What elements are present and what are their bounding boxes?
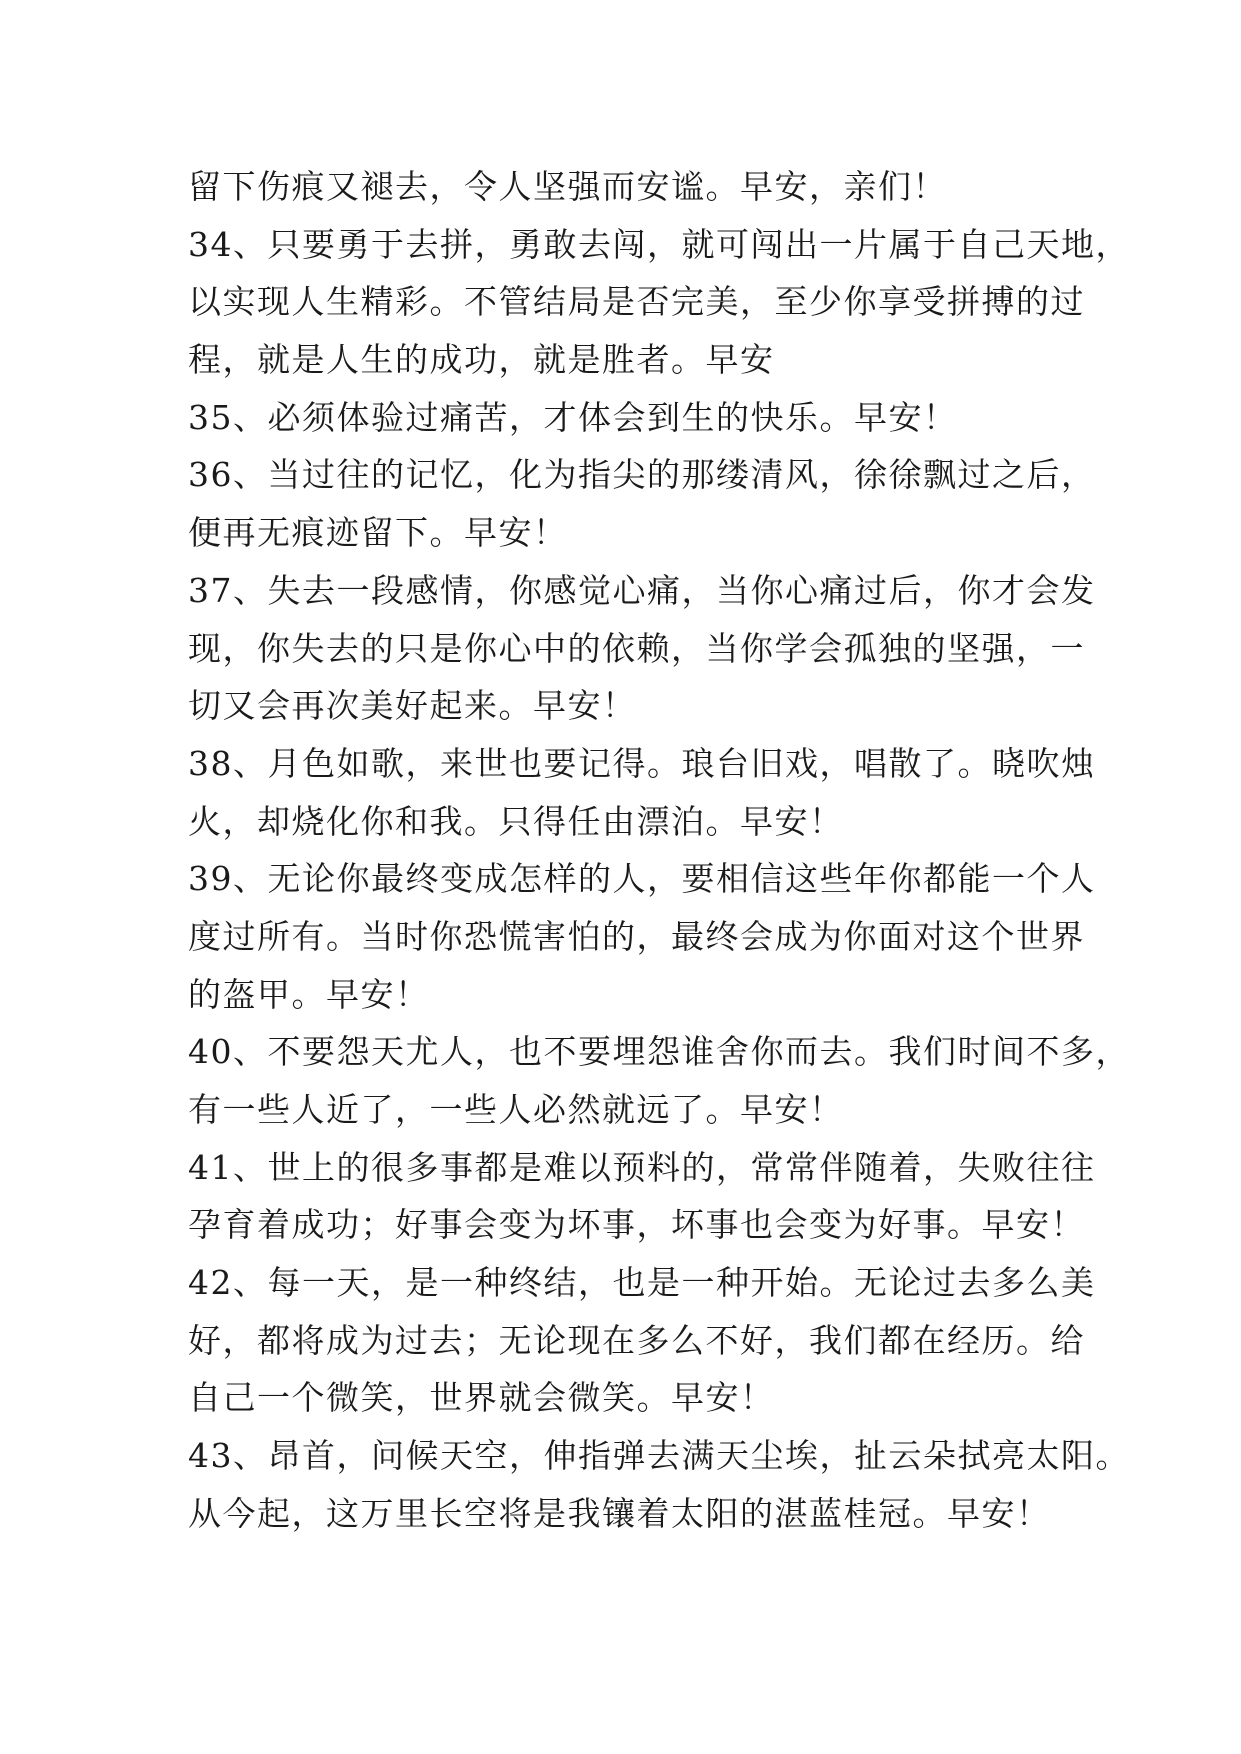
text-line-19: 孕育着成功；好事会变为坏事，坏事也会变为好事。早安！ (188, 1205, 1085, 1245)
text-line-7: 便再无痕迹留下。早安！ (188, 513, 568, 553)
text-line-6: 36、当过往的记忆，化为指尖的那缕清风，徐徐飘过之后， (188, 455, 1096, 495)
document-body (188, 158, 1130, 1543)
text-line-3: 以实现人生精彩。不管结局是否完美，至少你享受拼搏的过 (188, 282, 1085, 322)
text-line-16: 40、不要怨天尤人，也不要埋怨谁舍你而去。我们时间不多， (188, 1032, 1130, 1072)
text-line-20: 42、每一天，是一种终结，也是一种开始。无论过去多么美 (188, 1263, 1096, 1303)
text-line-21: 好，都将成为过去；无论现在多么不好，我们都在经历。给 (188, 1320, 1085, 1360)
text-line-2: 34、只要勇于去拼，勇敢去闯，就可闯出一片属于自己天地， (188, 224, 1130, 264)
text-line-15: 的盔甲。早安！ (188, 974, 430, 1014)
text-line-11: 38、月色如歌，来世也要记得。琅台旧戏，唱散了。晓吹烛 (188, 743, 1096, 783)
text-line-22: 自己一个微笑，世界就会微笑。早安！ (188, 1378, 775, 1418)
text-line-5: 35、必须体验过痛苦，才体会到生的快乐。早安！ (188, 397, 958, 437)
text-line-8: 37、失去一段感情，你感觉心痛，当你心痛过后，你才会发 (188, 570, 1096, 610)
text-line-9: 现，你失去的只是你心中的依赖，当你学会孤独的坚强，一 (188, 628, 1085, 668)
text-line-1: 留下伤痕又褪去，令人坚强而安谧。早安，亲们！ (188, 167, 947, 206)
text-line-13: 39、无论你最终变成怎样的人，要相信这些年你都能一个人 (188, 859, 1096, 899)
text-line-23: 43、昂首，问候天空，伸指弹去满天尘埃，扯云朵拭亮太阳。 (188, 1436, 1130, 1476)
text-line-24: 从今起，这万里长空将是我镶着太阳的湛蓝桂冠。早安！ (188, 1493, 1051, 1533)
text-line-12: 火，却烧化你和我。只得任由漂泊。早安！ (188, 801, 844, 841)
text-line-17: 有一些人近了，一些人必然就远了。早安！ (188, 1090, 844, 1129)
text-line-4: 程，就是人生的成功，就是胜者。早安 (188, 340, 775, 380)
text-line-10: 切又会再次美好起来。早安！ (188, 686, 637, 726)
text-line-18: 41、世上的很多事都是难以预料的，常常伴随着，失败往往 (188, 1147, 1096, 1187)
text-line-14: 度过所有。当时你恐慌害怕的，最终会成为你面对这个世界 (188, 916, 1085, 956)
